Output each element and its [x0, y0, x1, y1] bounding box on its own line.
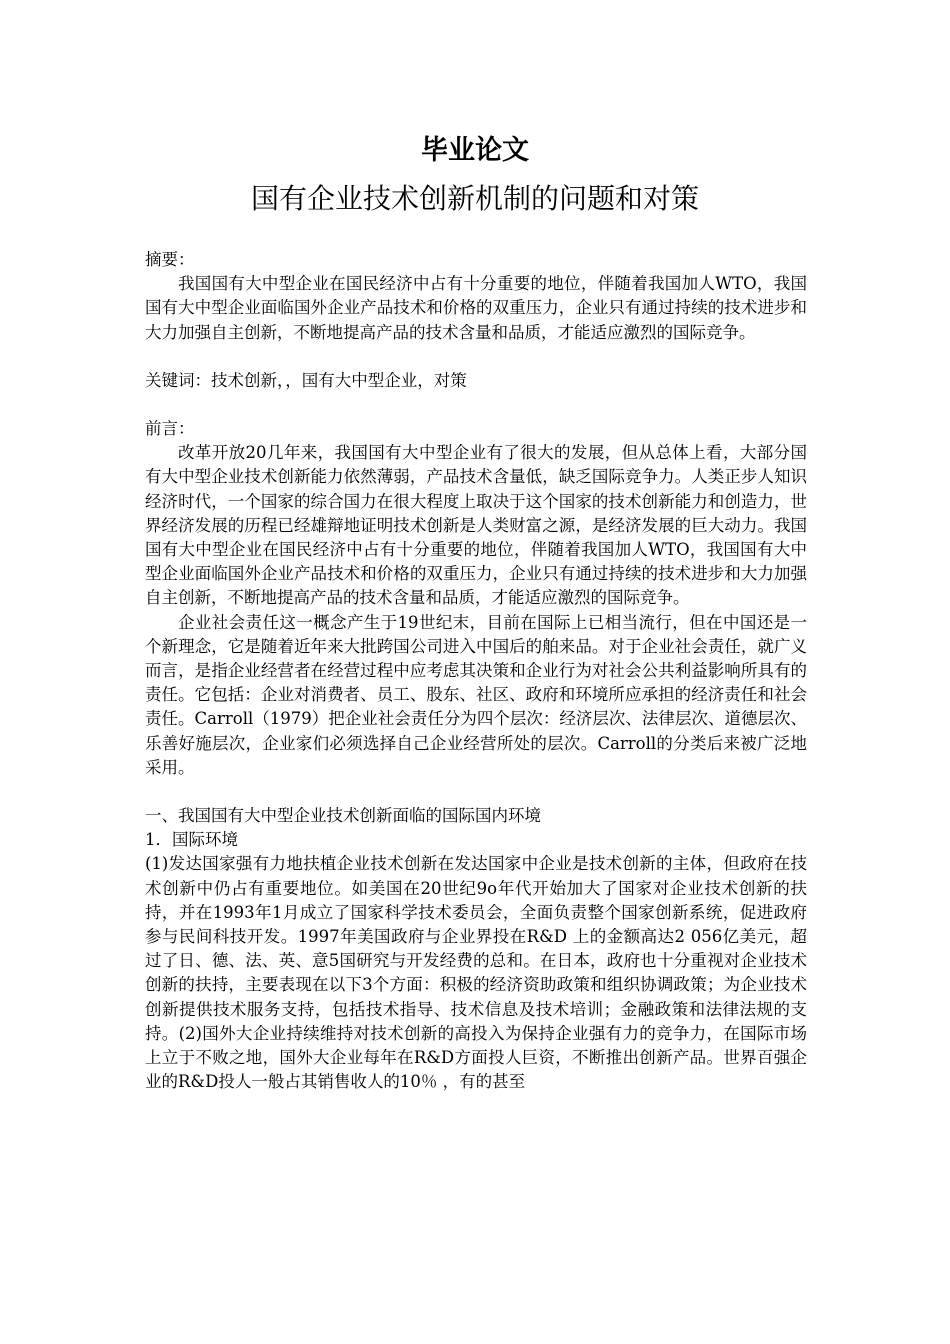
- keywords-line: 关键词：技术创新，，国有大中型企业，对策: [145, 370, 467, 390]
- section-1-heading: 一、我国国有大中型企业技术创新面临的国际国内环境: [145, 806, 541, 826]
- section-1-text: (1)发达国家强有力地扶植企业技术创新在发达国家中企业是技术创新的主体，但政府在技术创新中仍占有重要地位。如美国在20世纪9o年代开始加大了国家对企业技术创新的扶持，并在1993年1月成立了国家科学技术委员会，全面负责整个国家创新系统，促进政府参与民间科技开发。1997年美国政府与企业界投在R&D 上的金额高达2 056亿美元，超过了日、德、法、英、意5国研究与开发经费的总和。在日本，政府也十分重视对企业技术创新的扶持，主要表现在以下3个方面：积极的经济资助政策和组织协调政策；为企业技术创新提供技术服务支持，包括技术指导、技术信息及技术培训；金融政策和法律法规的支持。(2)国外大企业持续维持对技术创新的高投入为保持企业强有力的竞争力，在国际市场上立于不败之地，国外大企业每年在R&D方面投人巨资，不断推出创新产品。世界百强企业的R&D投人一般占其销售收人的10％ ，有的甚至: [145, 854, 807, 1092]
- preface-paragraph-1: 改革开放20几年来，我国国有大中型企业有了很大的发展，但从总体上看，大部分国有大中型企业技术创新能力依然薄弱，产品技术含量低，缺乏国际竞争力。人类正步人知识经济时代，一个国家的综合国力在很大程度上取决于这个国家的技术创新能力和创造力，世界经济发展的历程已经雄辩地证明技术创新是人类财富之源，是经济发展的巨大动力。我国国有大中型企业在国民经济中占有十分重要的地位，伴随着我国加人WTO，我国国有大中型企业面临国外企业产品技术和价格的双重压力，企业只有通过持续的技术进步和大力加强自主创新，不断地提高产品的技术含量和品质，才能适应激烈的国际竞争。: [145, 443, 807, 608]
- spacer: [145, 345, 807, 369]
- abstract-label: 摘要：: [145, 250, 195, 269]
- spacer: [145, 393, 807, 417]
- document-title: 毕业论文: [421, 135, 529, 166]
- abstract-text: 我国国有大中型企业在国民经济中占有十分重要的地位，伴随着我国加人WTO，我国国有大中型企业面临国外企业产品技术和价格的双重压力，企业只有通过持续的技术进步和大力加强自主创新，不断地提高产品的技术含量和品质，才能适应激烈的国际竞争。: [145, 274, 807, 342]
- preface-label: 前言：: [145, 419, 195, 439]
- document-subtitle: 国有企业技术创新机制的问题和对策: [250, 182, 699, 215]
- spacer: [145, 780, 807, 804]
- subsection-1-heading: 1．国际环境: [145, 830, 238, 850]
- spacer: [145, 220, 807, 248]
- document-body: [145, 220, 807, 1095]
- preface-paragraph-2: 企业社会责任这一概念产生于19世纪末，目前在国际上已相当流行，但在中国还是一个新理念，它是随着近年来大批跨国公司进入中国后的舶来品。对于企业社会责任，就广义而言，是指企业经营者在经营过程中应考虑其决策和企业行为对社会公共利益影响所具有的责任。它包括：企业对消费者、员工、股东、社区、政府和环境所应承担的经济责任和社会责任。Carroll（1979）把企业社会责任分为四个层次：经济层次、法律层次、道德层次、乐善好施层次，企业家们必须选择自己企业经营所处的层次。Carroll的分类后来被广泛地采用。: [145, 612, 807, 777]
